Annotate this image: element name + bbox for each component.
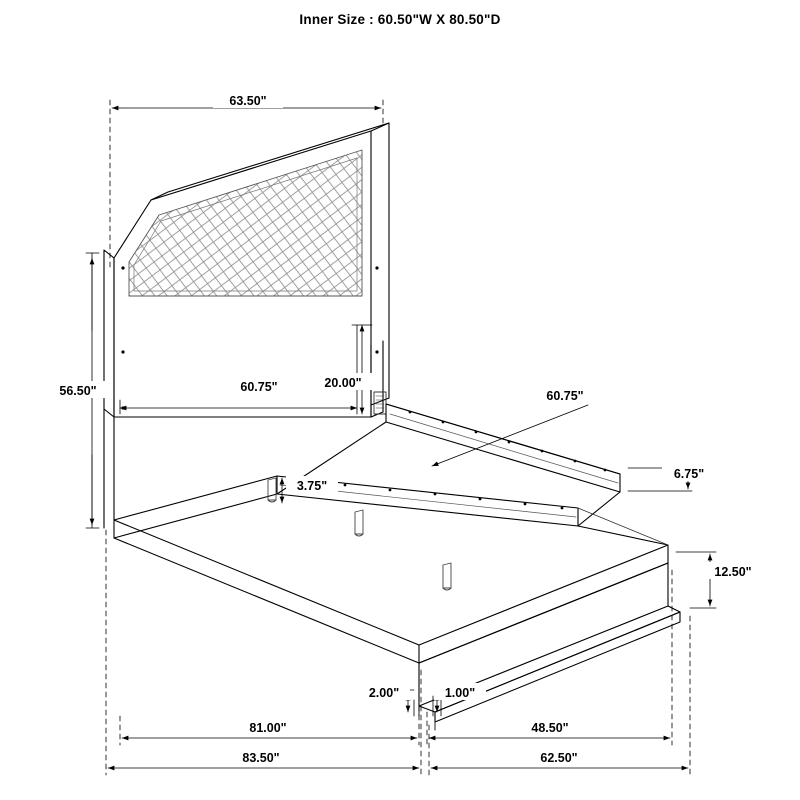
dim-rail-span: 60.75" [546,389,584,403]
dim-bed-length-overall: 83.50" [242,751,280,765]
dim-foot-offset: 2.00" [368,686,400,700]
dim-overall-width: 62.50" [540,751,578,765]
dim-bed-length-inner: 81.00" [249,721,287,735]
dim-footboard-height: 12.50" [714,565,752,579]
page-title: Inner Size : 60.50"W X 80.50"D [299,12,501,27]
dim-slat-support-height: 3.75" [296,479,328,493]
dim-headboard-panel-height: 20.00" [324,376,362,390]
dim-overall-height: 56.50" [59,384,97,398]
dim-footboard-width: 48.50" [531,721,569,735]
dim-headboard-panel-width: 60.75" [240,380,278,394]
dim-rail-height: 6.75" [673,467,705,481]
dim-headboard-width: 63.50" [229,94,267,108]
dim-leg-offset: 1.00" [444,686,476,700]
